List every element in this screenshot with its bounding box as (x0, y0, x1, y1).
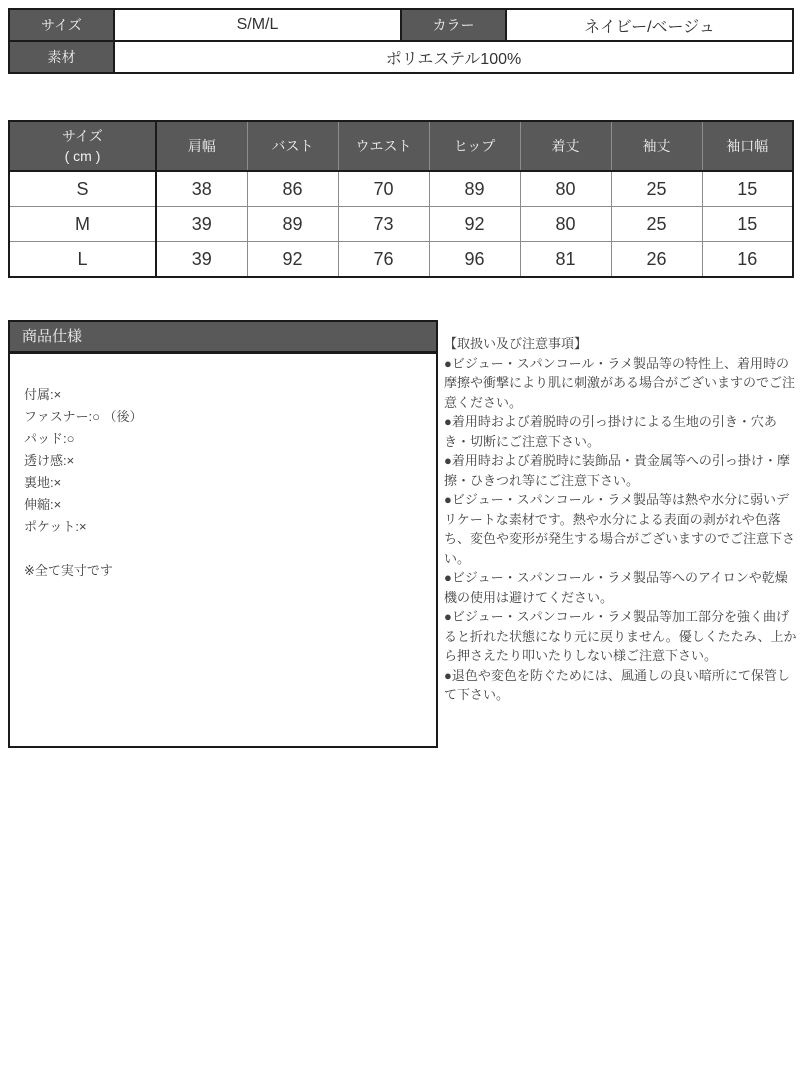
precaution-item: ●着用時および着脱時に装飾品・貴金属等への引っ掛け・摩擦・ひきつれ等にご注意下さい。 (444, 453, 790, 488)
spec-item-sheerness: 透け感:× (24, 453, 75, 468)
product-info-table (8, 8, 794, 74)
measurement-cell: 96 (429, 242, 520, 278)
table-row (9, 41, 793, 73)
measurements-header-cell: 着丈 (520, 121, 611, 171)
measurement-cell: 39 (156, 242, 247, 278)
measurement-cell: 73 (338, 207, 429, 242)
precaution-item: ●ビジュー・スパンコール・ラメ製品等は熱や水分に弱いデリケートな素材です。熱や水分による表面の剥がれや色落ち、変色や変形が発生する場合がございますのでご注意下さい。 (444, 492, 796, 566)
measurements-table (8, 120, 794, 278)
measurement-cell: 25 (611, 171, 702, 207)
measurement-cell: 15 (702, 171, 793, 207)
spec-item-stretch: 伸縮:× (24, 497, 62, 512)
color-label: カラー (401, 9, 506, 41)
row-size-label: L (9, 242, 156, 278)
measurements-header-cell: 袖口幅 (702, 121, 793, 171)
precautions-section (444, 334, 797, 705)
measurement-cell: 39 (156, 207, 247, 242)
measurement-cell: 76 (338, 242, 429, 278)
measurements-size-title: サイズ (62, 128, 103, 144)
measurements-header-cell: 肩幅 (156, 121, 247, 171)
spec-item-lining: 裏地:× (24, 475, 62, 490)
spec-item-pocket: ポケット:× (24, 519, 87, 534)
measurements-size-unit: ( cm ) (64, 148, 101, 164)
spec-item-accessories: 付属:× (24, 387, 62, 402)
product-spec-title-bar: 商品仕様 (10, 322, 436, 354)
row-size-label: M (9, 207, 156, 242)
size-label: サイズ (9, 9, 114, 41)
size-value: S/M/L (114, 9, 401, 41)
measurement-cell: 81 (520, 242, 611, 278)
spec-item-pad: パッド:○ (24, 431, 75, 446)
precautions-title: 【取扱い及び注意事項】 (444, 336, 588, 351)
measurement-cell: 86 (247, 171, 338, 207)
measurement-row-l (9, 242, 793, 278)
material-label: 素材 (9, 41, 114, 73)
measurement-cell: 89 (429, 171, 520, 207)
measurement-cell: 92 (247, 242, 338, 278)
measurement-cell: 80 (520, 171, 611, 207)
product-spec-box (8, 320, 438, 748)
product-spec-body (10, 354, 436, 582)
measurement-cell: 70 (338, 171, 429, 207)
measurement-cell: 26 (611, 242, 702, 278)
precaution-item: ●着用時および着脱時の引っ掛けによる生地の引き・穴あき・切断にご注意下さい。 (444, 414, 777, 449)
measurements-header-cell: 袖丈 (611, 121, 702, 171)
measurements-header-cell: ヒップ (429, 121, 520, 171)
spec-note: ※全て実寸です (24, 563, 113, 578)
precaution-item: ●ビジュー・スパンコール・ラメ製品等へのアイロンや乾燥機の使用は避けてください。 (444, 570, 788, 605)
precaution-item: ●ビジュー・スパンコール・ラメ製品等加工部分を強く曲げると折れた状態になり元に戻りません。優しくたたみ、上から押さえたり叩いたりしない様ご注意下さい。 (444, 609, 797, 663)
measurement-cell: 25 (611, 207, 702, 242)
table-row (9, 9, 793, 41)
precaution-item: ●ビジュー・スパンコール・ラメ製品等の特性上、着用時の摩擦や衝撃により肌に刺激がある場合がございますのでご注意ください。 (444, 355, 796, 410)
measurements-header-row (9, 121, 793, 171)
measurement-cell: 16 (702, 242, 793, 278)
measurement-cell: 15 (702, 207, 793, 242)
measurements-header-cell: バスト (247, 121, 338, 171)
measurement-cell: 89 (247, 207, 338, 242)
measurements-header-cell: ウエスト (338, 121, 429, 171)
row-size-label: S (9, 171, 156, 207)
spec-item-fastener: ファスナー:○ （後） (24, 409, 143, 424)
material-value: ポリエステル100% (114, 41, 793, 73)
precaution-item: ●退色や変色を防ぐためには、風通しの良い暗所にて保管して下さい。 (444, 667, 790, 702)
measurement-cell: 80 (520, 207, 611, 242)
measurements-size-header (9, 121, 156, 171)
measurement-row-m (9, 207, 793, 242)
color-value: ネイビー/ベージュ (506, 9, 793, 41)
measurement-cell: 38 (156, 171, 247, 207)
measurement-cell: 92 (429, 207, 520, 242)
measurement-row-s (9, 171, 793, 207)
